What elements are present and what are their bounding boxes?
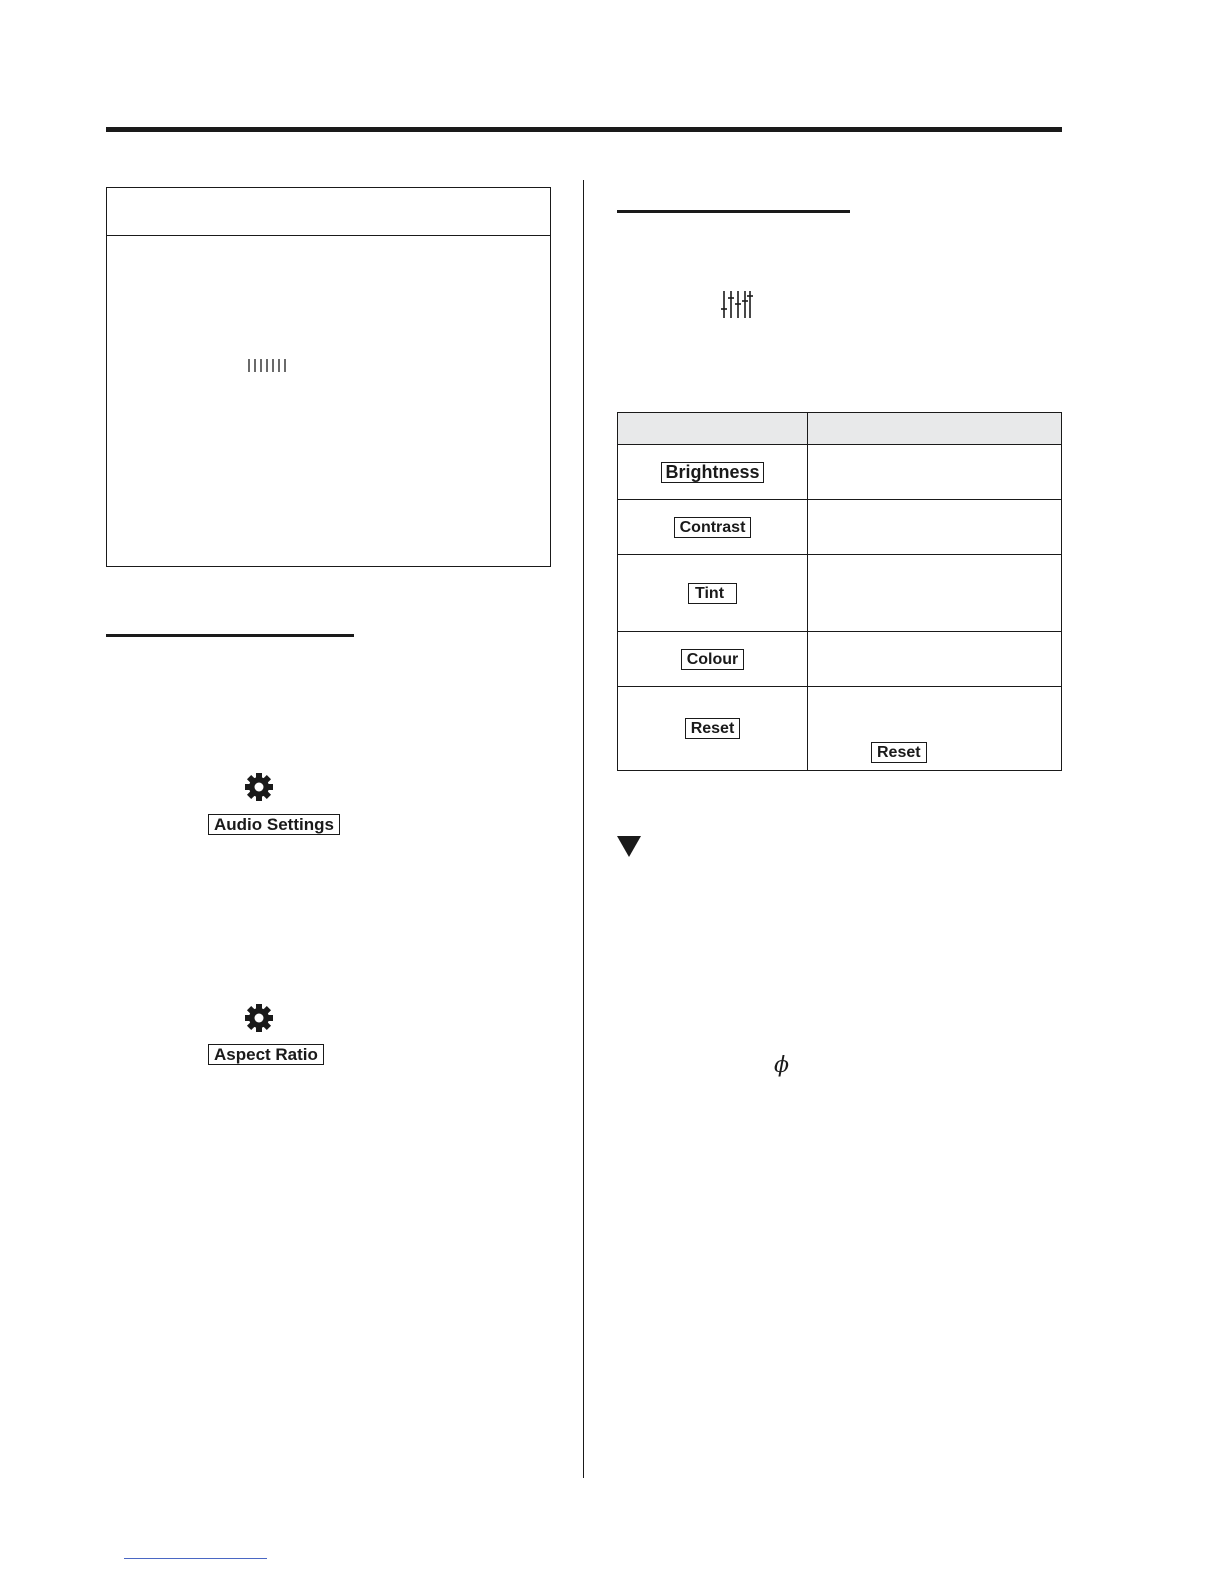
section-heading-rule <box>106 634 354 637</box>
table-cell <box>808 687 1062 771</box>
picture-settings-table <box>617 412 1062 771</box>
contrast-button[interactable]: Contrast <box>674 517 752 538</box>
table-row <box>618 500 1062 555</box>
phi-symbol: ϕ <box>774 1053 789 1078</box>
tint-button[interactable]: Tint <box>688 583 737 604</box>
note-box-header <box>107 188 550 236</box>
table-cell <box>618 445 808 500</box>
reset-inline-button[interactable]: Reset <box>871 742 927 763</box>
gear-icon <box>244 1003 274 1033</box>
table-cell <box>808 500 1062 555</box>
table-header-cell <box>618 413 808 445</box>
table-cell <box>618 500 808 555</box>
brightness-button[interactable]: Brightness <box>661 462 763 483</box>
equalizer-icon <box>721 289 753 320</box>
colour-button[interactable]: Colour <box>681 649 745 670</box>
table-cell <box>618 687 808 771</box>
table-cell <box>808 632 1062 687</box>
table-header-cell <box>808 413 1062 445</box>
note-box <box>106 187 551 567</box>
header-rule <box>106 127 1062 132</box>
table-row <box>618 632 1062 687</box>
audio-settings-button[interactable]: Audio Settings <box>208 814 340 835</box>
table-cell <box>618 555 808 632</box>
table-cell <box>618 632 808 687</box>
table-row <box>618 555 1062 632</box>
tick-scale-icon <box>248 359 288 372</box>
table-header-row <box>618 413 1062 445</box>
aspect-ratio-button[interactable]: Aspect Ratio <box>208 1044 324 1065</box>
reset-button[interactable]: Reset <box>685 718 741 739</box>
footer-link-underline <box>124 1558 267 1559</box>
table-row <box>618 445 1062 500</box>
gear-icon <box>244 772 274 802</box>
column-divider <box>583 180 584 1478</box>
table-row <box>618 687 1062 771</box>
table-cell <box>808 555 1062 632</box>
table-cell <box>808 445 1062 500</box>
down-triangle-icon <box>617 836 641 857</box>
section-heading-rule <box>617 210 850 213</box>
